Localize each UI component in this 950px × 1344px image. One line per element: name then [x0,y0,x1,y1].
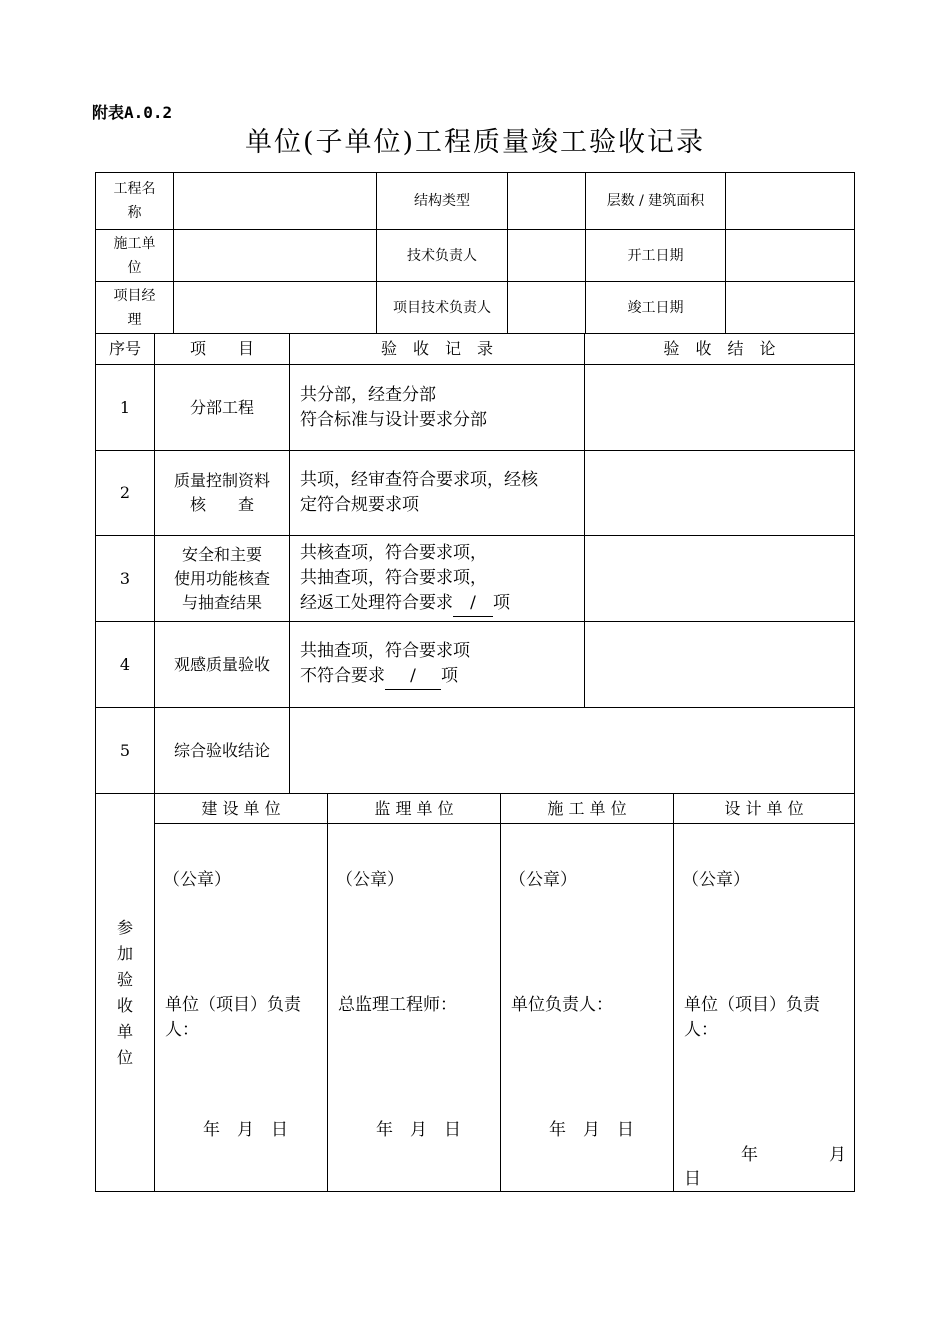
project-name-field[interactable] [174,173,376,229]
row-4-record-text: 不符合要求 [300,666,385,686]
col-divider [673,793,674,1191]
start-date-field[interactable] [726,230,854,281]
project-name-label [96,173,173,229]
designer-date-month: 月 [829,1145,846,1165]
row-divider [154,823,855,824]
structure-type-field[interactable] [508,173,585,229]
row-3-record-suffix: 项 [493,593,510,613]
supervisor-seal: （公章） [336,870,404,890]
project-manager-label [96,282,173,333]
row-1-item-line1: 分部工程 [189,397,254,417]
contractor-label-line2: 位 [127,259,142,276]
participants-label-char: 单 [116,1021,133,1041]
row-4-record-suffix: 项 [441,666,458,686]
form-border-bottom [95,1191,855,1192]
appendix-label: 附表A.0.2 [92,103,173,122]
owner-date: 年 月 日 [203,1120,288,1140]
project-tech-lead-label: 项目技术负责人 [393,299,491,316]
unit-header-designer: 设 计 单 位 [724,798,804,818]
row-3-record-line2: 共抽查项，符合要求项， [300,568,487,588]
row-2-item [155,451,289,535]
column-header-conclusion: 验 收 结 论 [663,339,776,358]
contractor-date: 年 月 日 [549,1120,634,1140]
row-2-item-line2: 核 查 [189,495,254,514]
row-3-conclusion[interactable] [585,536,854,621]
project-tech-lead-field[interactable] [508,282,585,333]
column-header-item: 项 目 [189,339,254,358]
page-title: 单位(子单位)工程质量竣工验收记录 [244,127,706,158]
row-3-record-fill: / [453,591,493,617]
owner-signer-line2: 人： [165,1020,199,1040]
row-3-no: 3 [119,568,131,588]
row-4-item-line1: 观感质量验收 [173,654,270,674]
tech-lead-label: 技术负责人 [407,247,477,264]
row-2-record-line2: 定符合规要求项 [300,495,419,515]
row-5-item [155,708,289,793]
row-3-record-text: 经返工处理符合要求 [300,593,453,613]
designer-signer-line2: 人： [684,1020,718,1040]
row-3-record-line3 [300,591,510,617]
owner-seal: （公章） [163,870,231,890]
structure-type-label: 结构类型 [414,193,470,209]
contractor-label-line1: 施工单 [113,235,156,252]
col-divider [327,793,328,1191]
participants-label-char: 位 [116,1047,133,1067]
participants-label-char: 加 [116,943,133,963]
contractor-signer: 单位负责人： [511,995,613,1015]
supervisor-date: 年 月 日 [376,1120,461,1140]
row-3-item [155,536,289,621]
unit-header-supervisor: 监 理 单 位 [374,798,454,818]
row-1-no: 1 [119,397,131,417]
row-4-record-line1: 共抽查项，符合要求项 [300,641,470,661]
project-manager-field[interactable] [174,282,376,333]
row-3-item-line3: 与抽查结果 [181,592,262,612]
participants-label-char: 参 [116,917,133,937]
column-header-record: 验 收 记 录 [380,339,493,358]
row-2-item-line1: 质量控制资料 [173,471,270,490]
completion-date-field[interactable] [726,282,854,333]
unit-header-contractor: 施 工 单 位 [547,798,627,818]
row-4-no: 4 [119,654,131,674]
row-3-record-line1: 共核查项，符合要求项， [300,543,487,563]
participants-label-char: 验 [116,969,133,989]
supervisor-signer: 总监理工程师： [338,995,457,1015]
project-manager-label-line2: 理 [127,311,142,328]
floors-area-label: 层数 / 建筑面积 [606,193,705,209]
col-divider [500,793,501,1191]
completion-date-label: 竣工日期 [627,299,684,316]
row-3-item-line1: 安全和主要 [181,544,262,564]
participants-label [96,794,154,1191]
project-name-label-line1: 工程名 [113,181,156,197]
form-border-right [854,172,855,1192]
row-1-item [155,365,289,450]
row-4-record-line2 [300,664,458,690]
row-2-no: 2 [119,483,131,502]
unit-header-owner: 建 设 单 位 [201,798,281,818]
floors-area-field[interactable] [726,173,854,229]
designer-date-year: 年 [741,1145,758,1165]
tech-lead-field[interactable] [508,230,585,281]
column-header-seq: 序号 [108,339,141,358]
start-date-label: 开工日期 [627,247,684,264]
contractor-label [96,230,173,281]
row-5-no: 5 [119,740,131,760]
row-5-conclusion[interactable] [290,708,854,793]
designer-seal: （公章） [682,870,750,890]
row-1-conclusion[interactable] [585,365,854,450]
designer-signer-line1: 单位（项目）负责 [684,995,820,1015]
owner-signer-line1: 单位（项目）负责 [165,995,301,1015]
designer-date-day: 日 [684,1169,701,1189]
contractor-field[interactable] [174,230,376,281]
row-3-item-line2: 使用功能核查 [173,568,270,588]
row-4-conclusion[interactable] [585,622,854,707]
row-2-conclusion[interactable] [585,451,854,535]
row-4-item [155,622,289,707]
participants-label-char: 收 [116,995,133,1015]
project-name-label-line2: 称 [127,205,142,221]
row-2-record-line1: 共项，经审查符合要求项，经核 [300,470,538,490]
contractor-seal: （公章） [509,870,577,890]
row-5-item-line1: 综合验收结论 [173,740,270,760]
row-4-record-fill: / [385,664,441,690]
row-1-record-line2: 符合标准与设计要求分部 [300,410,487,430]
col-divider [154,793,155,1191]
project-manager-label-line1: 项目经 [113,287,156,304]
row-1-record-line1: 共分部，经查分部 [300,385,436,405]
